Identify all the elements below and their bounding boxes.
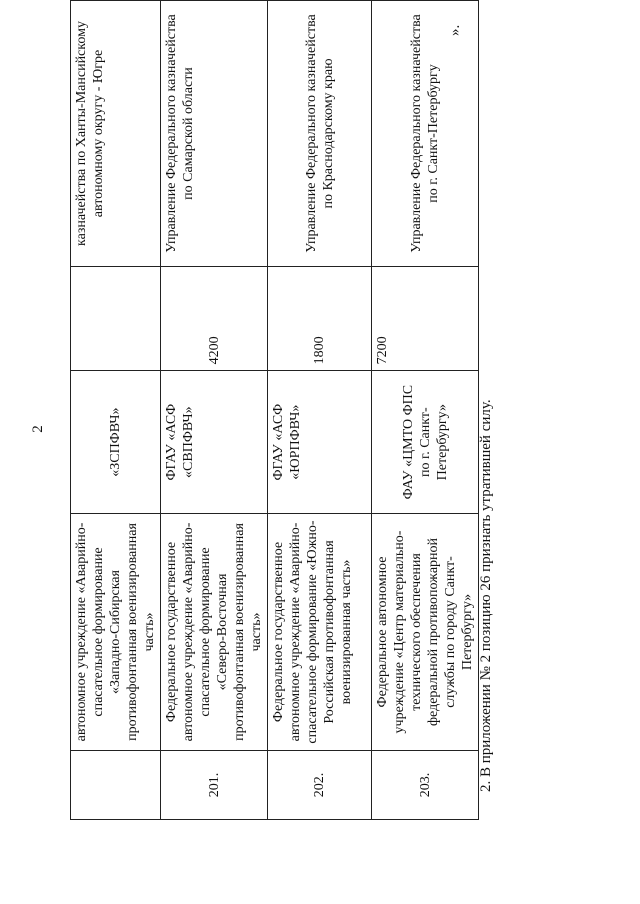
treasury-body: Управление Федерального казначейства по Самарской области <box>161 1 268 267</box>
amount <box>71 267 161 371</box>
institution-name: Федеральное государственное автономное учреждение «Аварийно-спасательное формирование «Южно-Российская противофонтанная военизированная часть» <box>268 513 372 750</box>
closing-quote: ». <box>447 24 463 36</box>
row-number: 201. <box>161 751 268 820</box>
table-row <box>71 1 161 820</box>
paragraph-2: 2. В приложении № 2 позицию 26 признать утратившей силу. <box>478 399 494 792</box>
treasury-body: казначейства по Ханты-Мансийскому автономному округу - Югре <box>71 1 161 267</box>
institution-name: Федеральное автономное учреждение «Центр материально-технического обеспечения федеральной противопожарной службы по городу Санкт-Петербургу» <box>372 513 479 750</box>
institutions-table <box>70 0 479 820</box>
table-row <box>268 1 372 820</box>
table-row <box>372 1 479 820</box>
institution-name: автономное учреждение «Аварийно-спасательное формирование «Западно-Сибирская противофонтанная военизированная часть» <box>71 513 161 750</box>
table-row <box>161 1 268 820</box>
row-number <box>71 751 161 820</box>
amount: 1800 <box>268 267 372 371</box>
institution-short-name: «ЗСПФВЧ» <box>71 371 161 514</box>
institution-short-name: ФГАУ «АСФ «ЮРПФВЧ» <box>268 371 372 514</box>
row-number: 202. <box>268 751 372 820</box>
amount: 4200 <box>161 267 268 371</box>
row-number: 203. <box>372 751 479 820</box>
institution-name: Федеральное государственное автономное учреждение «Аварийно-спасательное формирование «Северо-Восточная противофонтанная военизированная часть» <box>161 513 268 750</box>
page-number: 2 <box>30 425 46 433</box>
amount: 7200 <box>372 267 479 371</box>
treasury-body: Управление Федерального казначейства по г. Санкт-Петербургу <box>372 1 479 267</box>
institution-short-name: ФГАУ «АСФ «СВПФВЧ» <box>161 371 268 514</box>
institution-short-name: ФАУ «ЦМТО ФПС по г. Санкт-Петербургу» <box>372 371 479 514</box>
treasury-body: Управление Федерального казначейства по Краснодарскому краю <box>268 1 372 267</box>
